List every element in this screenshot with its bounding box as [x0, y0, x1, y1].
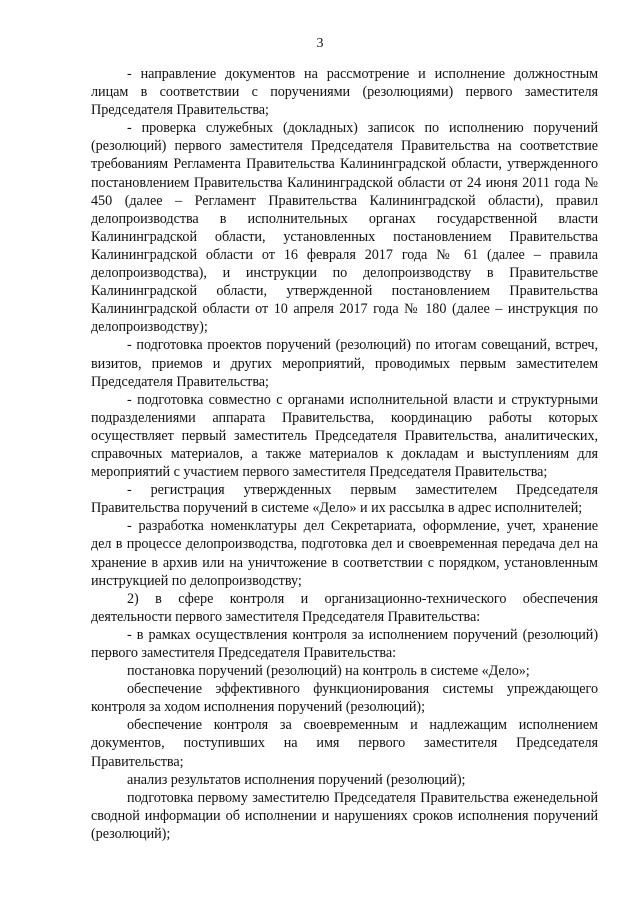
paragraph: - разработка номенклатуры дел Секретариата, оформление, учет, хранение дел в процессе делопроизводства, подготовка дел и своевременная передача дел на хранение в архив или на уничтожение в соответствии с порядком, установленным инструкцией по делопроизводству;	[91, 518, 598, 589]
paragraph: постановка поручений (резолюций) на контроль в системе «Дело»;	[127, 663, 530, 680]
document-body	[91, 65, 598, 843]
paragraph: анализ результатов исполнения поручений (резолюций);	[127, 771, 466, 788]
paragraph: обеспечение контроля за своевременным и надлежащим исполнением документов, поступивших на имя первого заместителя Председателя Правительства;	[91, 717, 598, 770]
paragraph: обеспечение эффективного функционирования системы упреждающего контроля за ходом исполнения поручений (резолюций);	[91, 681, 598, 716]
paragraph: - проверка служебных (докладных) записок по исполнению поручений (резолюций) первого заместителя Председателя Правительства на соответствие требованиям Регламента Правительства Калининградской области, утвержденного постановлением Правительства Калининградской области от 24 июня 2011 года № 450 (далее – Регламент Правительства Калининградской области), правил делопроизводства в исполнительных органах государственной власти Калининградской области, установленных постановлением Правительства Калининградской области от 16 февраля 2017 года № 61 (далее – правила делопроизводства), и инструкции по делопроизводству в Правительстве Калининградской области, утвержденной постановлением Правительства Калининградской области от 10 апреля 2017 года № 180 (далее – инструкция по делопроизводству);	[91, 120, 598, 336]
paragraph: - подготовка проектов поручений (резолюций) по итогам совещаний, встреч, визитов, приемов и других мероприятий, проводимых первым заместителем Председателя Правительства;	[91, 337, 598, 390]
paragraph: 2) в сфере контроля и организационно-технического обеспечения деятельности первого заместителя Председателя Правительства:	[91, 590, 598, 625]
paragraph: - подготовка совместно с органами исполнительной власти и структурными подразделениями аппарата Правительства, координацию работы которых осуществляет первый заместитель Председателя Правительства, аналитических, справочных материалов, а также материалов к докладам и выступлениям для мероприятий с участием первого заместителя Председателя Правительства;	[91, 391, 598, 481]
page-number: 3	[316, 36, 324, 51]
paragraph: подготовка первому заместителю Председателя Правительства еженедельной сводной информации об исполнении и нарушениях сроков исполнения поручений (резолюций);	[91, 789, 598, 842]
paragraph: - направление документов на рассмотрение и исполнение должностным лицам в соответствии с поручениями (резолюциями) первого заместителя Председателя Правительства;	[91, 66, 598, 119]
paragraph: - в рамках осуществления контроля за исполнением поручений (резолюций) первого заместителя Председателя Правительства:	[91, 626, 598, 661]
paragraph: - регистрация утвержденных первым заместителем Председателя Правительства поручений в системе «Дело» и их рассылка в адрес исполнителей;	[91, 482, 598, 517]
